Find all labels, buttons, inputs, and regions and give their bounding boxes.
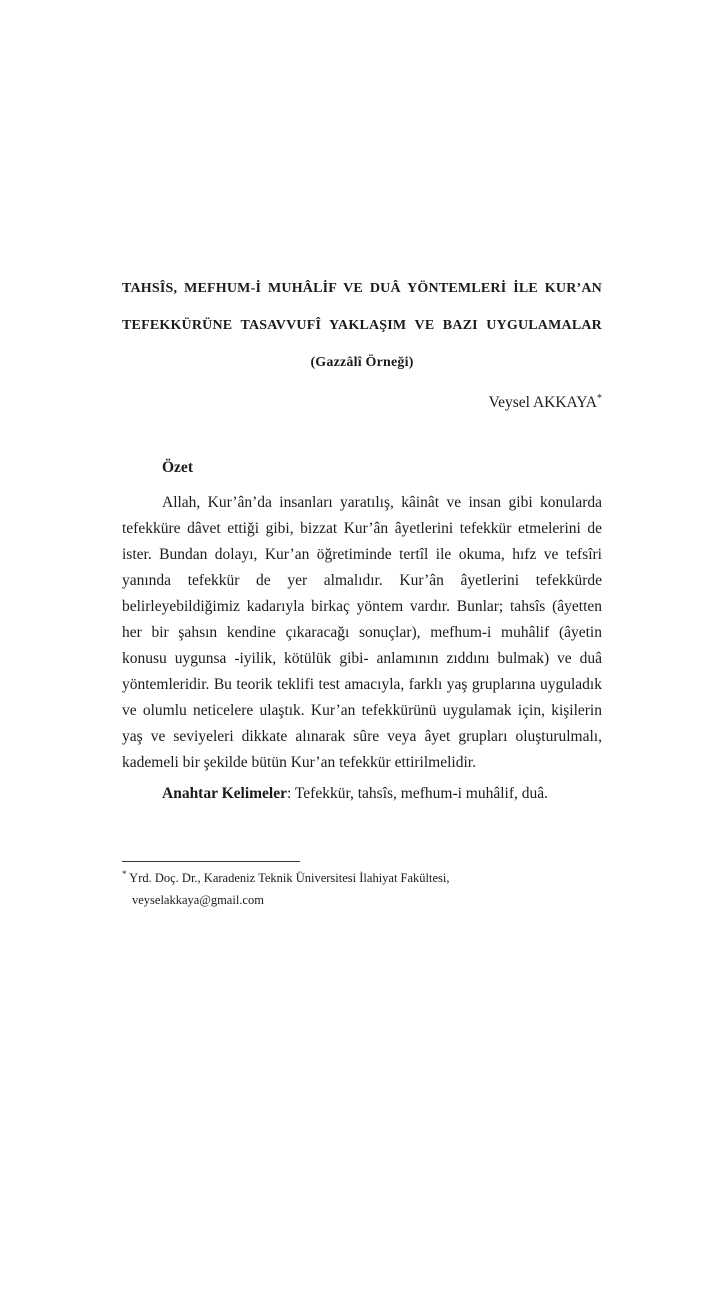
title-line-2: TEFEKKÜRÜNE TASAVVUFÎ YAKLAŞIM VE BAZI UYGULAMALAR <box>122 318 602 333</box>
footnote-block <box>122 861 602 911</box>
footnote-email: veyselakkaya@gmail.com <box>132 892 264 907</box>
footnote-rule <box>122 861 300 862</box>
title-line-1: TAHSÎS, MEFHUM-İ MUHÂLİF VE DUÂ YÖNTEMLERİ İLE KUR’AN <box>122 281 602 296</box>
abstract-paragraph: Allah, Kur’ân’da insanları yaratılış, kâinât ve insan gibi konularda tefekküre dâvet ettiği gibi, bizzat Kur’ân âyetlerini tefekkür etmelerini de ister. Bundan dolayı, Kur’an öğretiminde tertîl ile okuma, hıfz ve tefsîri yanında tefekkür de yer almalıdır. Kur’ân âyetlerini tefekkürde belirleyebildiğimiz kadarıyla birkaç yöntem vardır. Bunlar; tahsîs (âyetten her bir şahsın kendine çıkaracağı sonuçlar), mefhum-i muhâlif (âyetin konusu uygunsa -iyilik, kötülük gibi- anlamının zıddını bulmak) ve duâ yöntemleridir. Bu teorik teklifi test amacıyla, farklı yaş gruplarına uyguladık ve olumlu neticelere ulaştık. Kur’an tefekkürünü uygulamak için, kişilerin yaş ve seviyeleri dikkate alınarak sûre veya âyet grupları oluşturulmalı, kademeli bir şekilde bütün Kur’an tefekkür ettirilmelidir. <box>122 494 602 771</box>
page-content <box>122 270 602 911</box>
document-page <box>0 270 724 1294</box>
abstract-heading: Özet <box>162 459 193 476</box>
footnote-marker: * <box>122 868 127 879</box>
author-footnote-marker: * <box>597 392 602 404</box>
footnote-line-1 <box>122 868 602 890</box>
author-line <box>122 391 602 415</box>
footnote-affiliation: Yrd. Doç. Dr., Karadeniz Teknik Üniversitesi İlahiyat Fakültesi, <box>129 871 450 885</box>
keywords-text: : Tefekkür, tahsîs, mefhum-i muhâlif, duâ. <box>286 785 549 802</box>
paper-title <box>122 270 602 381</box>
keywords-label: Anahtar Kelimeler <box>162 785 287 802</box>
author-name: Veysel AKKAYA <box>488 394 597 411</box>
title-subtitle: (Gazzâlî Örneği) <box>310 355 414 370</box>
keywords-line <box>122 781 602 807</box>
